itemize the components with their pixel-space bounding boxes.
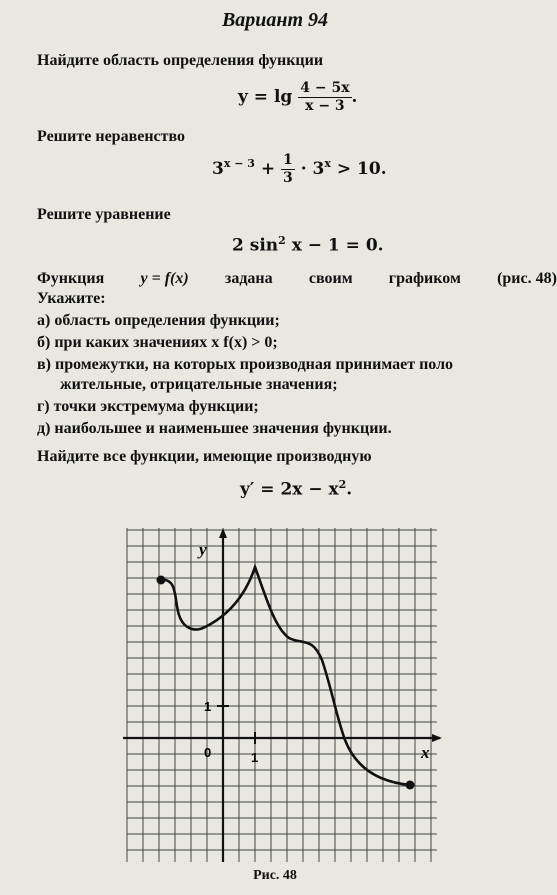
task4-word: Функция [37,270,105,287]
task2-exp2: x [324,157,331,171]
task4-word: своим [308,270,353,287]
y-tick-label: 1 [204,699,212,714]
x-tick-label: 1 [251,750,259,765]
variant-title: Вариант 94 [221,9,329,31]
task2-base1: 3 [212,158,224,179]
task4-word: (рис. 48) [497,270,557,287]
task5-tail: . [346,479,353,500]
task3-exp: 2 [278,234,286,247]
graph-grid [127,528,437,862]
task1-denominator: x − 3 [305,97,345,114]
task2-dot: · [300,158,307,179]
task3-part1: 2 sin [232,235,279,256]
task5-text: Найдите все функции, имеющие производную [37,448,372,465]
task2-numerator: 1 [283,152,293,168]
task4-item-c: в) промежутки, на которых производная принимает поло [37,356,454,373]
task1-tail: . [351,86,358,107]
task1-numerator: 4 − 5x [300,80,350,96]
x-axis-label: x [421,743,430,762]
task4-item-d: д) наибольшее и наименьшее значения функции. [37,420,392,437]
task4-item-b: б) при каких значениях x f(x) > 0; [37,334,278,351]
task1-lhs: y = lg [238,86,293,107]
x-axis-arrow-icon [432,734,442,742]
task2-base2: 3 [312,158,325,179]
figure-caption: Рис. 48 [253,868,297,883]
function-curve [161,567,410,785]
task5-part1: y′ = 2x − x [240,479,339,500]
task1-text: Найдите область определения функции [37,52,324,69]
y-axis-label: y [199,540,207,559]
right-endpoint [406,781,415,790]
task4-item-c-cont: жительные, отрицательные значения; [60,376,338,393]
task2-plus: + [260,158,276,179]
task4-word: задана [224,270,273,287]
task5-exp: 2 [338,478,347,491]
task3-text: Решите уравнение [37,206,171,223]
task3-part2: x − 1 = 0. [291,235,384,256]
task2-exp1: x − 3 [223,157,255,171]
task4-item-a: а) область определения функции; [37,312,280,329]
task2-rest: > 10. [336,158,387,179]
task2-denominator: 3 [283,169,293,186]
task4-line2: Укажите: [37,290,106,307]
origin-label: 0 [204,745,212,760]
task4-word: графиком [388,270,461,287]
task4-word: y = f(x) [140,270,189,287]
task2-text: Решите неравенство [37,128,186,145]
left-endpoint [157,576,166,585]
task4-item-g: г) точки экстремума функции; [37,398,259,415]
